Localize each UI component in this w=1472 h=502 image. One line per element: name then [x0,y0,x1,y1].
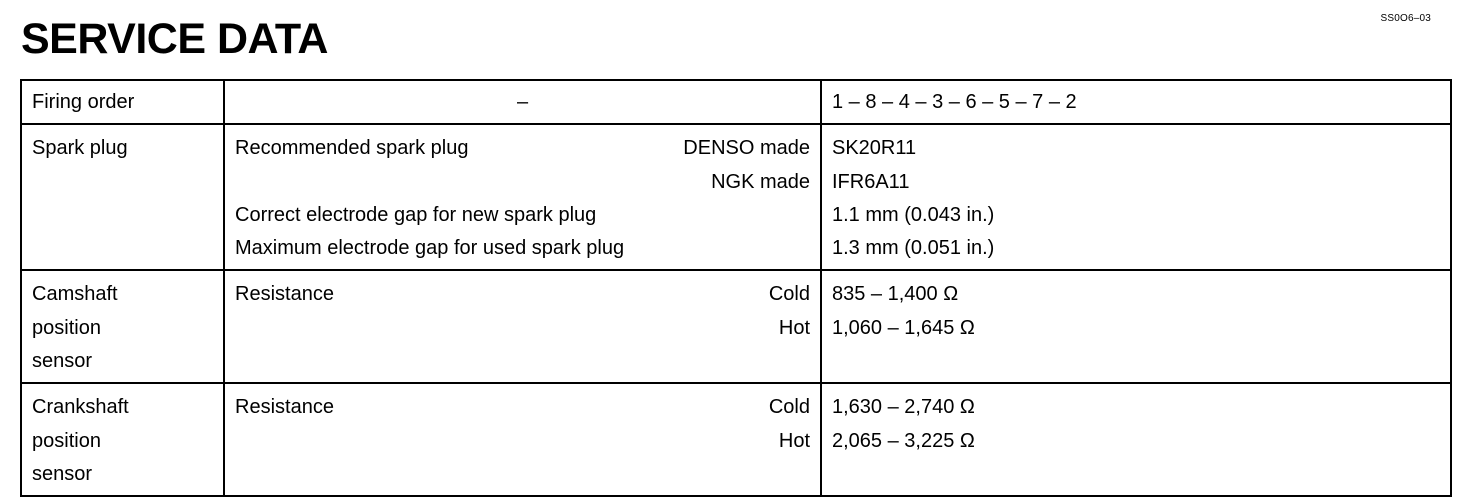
condition-line [235,136,810,169]
table-row-firing-order [21,80,1451,124]
spec-value: 835 – 1,400 Ω [832,283,959,306]
spec-value: 1.3 mm (0.051 in.) [832,237,995,260]
spec-cell [821,383,1451,496]
item-label-line: Crankshaft [32,396,129,419]
table-row-spark-plug [21,124,1451,270]
condition-qualifier: Hot [778,429,810,452]
condition-cell [224,124,821,270]
condition-line [235,203,810,236]
spec-value: 1,060 – 1,645 Ω [832,316,975,339]
item-label: Firing order [32,91,135,113]
condition-qualifier: Cold [768,396,810,419]
condition-qualifier: Cold [768,283,810,306]
condition-text: Resistance [235,396,334,419]
page-title: SERVICE DATA [21,15,328,63]
item-label: Spark plug [32,137,128,160]
condition-line [235,236,810,269]
item-cell [21,80,224,124]
spec-value: 1.1 mm (0.043 in.) [832,203,995,226]
spec-cell [821,80,1451,124]
spec-value: 1,630 – 2,740 Ω [832,396,975,419]
condition-line [235,170,810,203]
item-label-line: sensor [32,462,93,485]
item-label-line: sensor [32,350,93,373]
spec-value: SK20R11 [832,137,917,160]
condition-text: Correct electrode gap for new spark plug [235,203,597,226]
table-row-crankshaft-sensor [21,383,1451,496]
table-row-camshaft-sensor [21,270,1451,383]
document-code: SS0O6–03 [1380,13,1431,24]
item-label-line: Camshaft [32,283,118,306]
item-label-line: position [32,429,101,452]
condition-cell [224,270,821,383]
service-data-table [20,79,1452,497]
item-cell [21,383,224,496]
condition-dash: – [516,91,529,113]
spec-value: IFR6A11 [832,170,910,193]
condition-cell [224,383,821,496]
condition-text: Maximum electrode gap for used spark plug [235,237,625,260]
condition-qualifier: Hot [778,316,810,339]
condition-text: Recommended spark plug [235,137,469,160]
condition-qualifier: DENSO made [683,137,810,160]
item-label-line: position [32,316,101,339]
condition-line [235,429,810,462]
condition-line [235,316,810,349]
item-cell [21,124,224,270]
condition-line [235,395,810,428]
condition-cell [224,80,821,124]
spec-value: 1 – 8 – 4 – 3 – 6 – 5 – 7 – 2 [832,91,1077,113]
spec-cell [821,124,1451,270]
item-cell [21,270,224,383]
spec-cell [821,270,1451,383]
condition-text: Resistance [235,283,334,306]
condition-qualifier: NGK made [711,170,810,193]
spec-value: 2,065 – 3,225 Ω [832,429,975,452]
condition-line [235,282,810,315]
